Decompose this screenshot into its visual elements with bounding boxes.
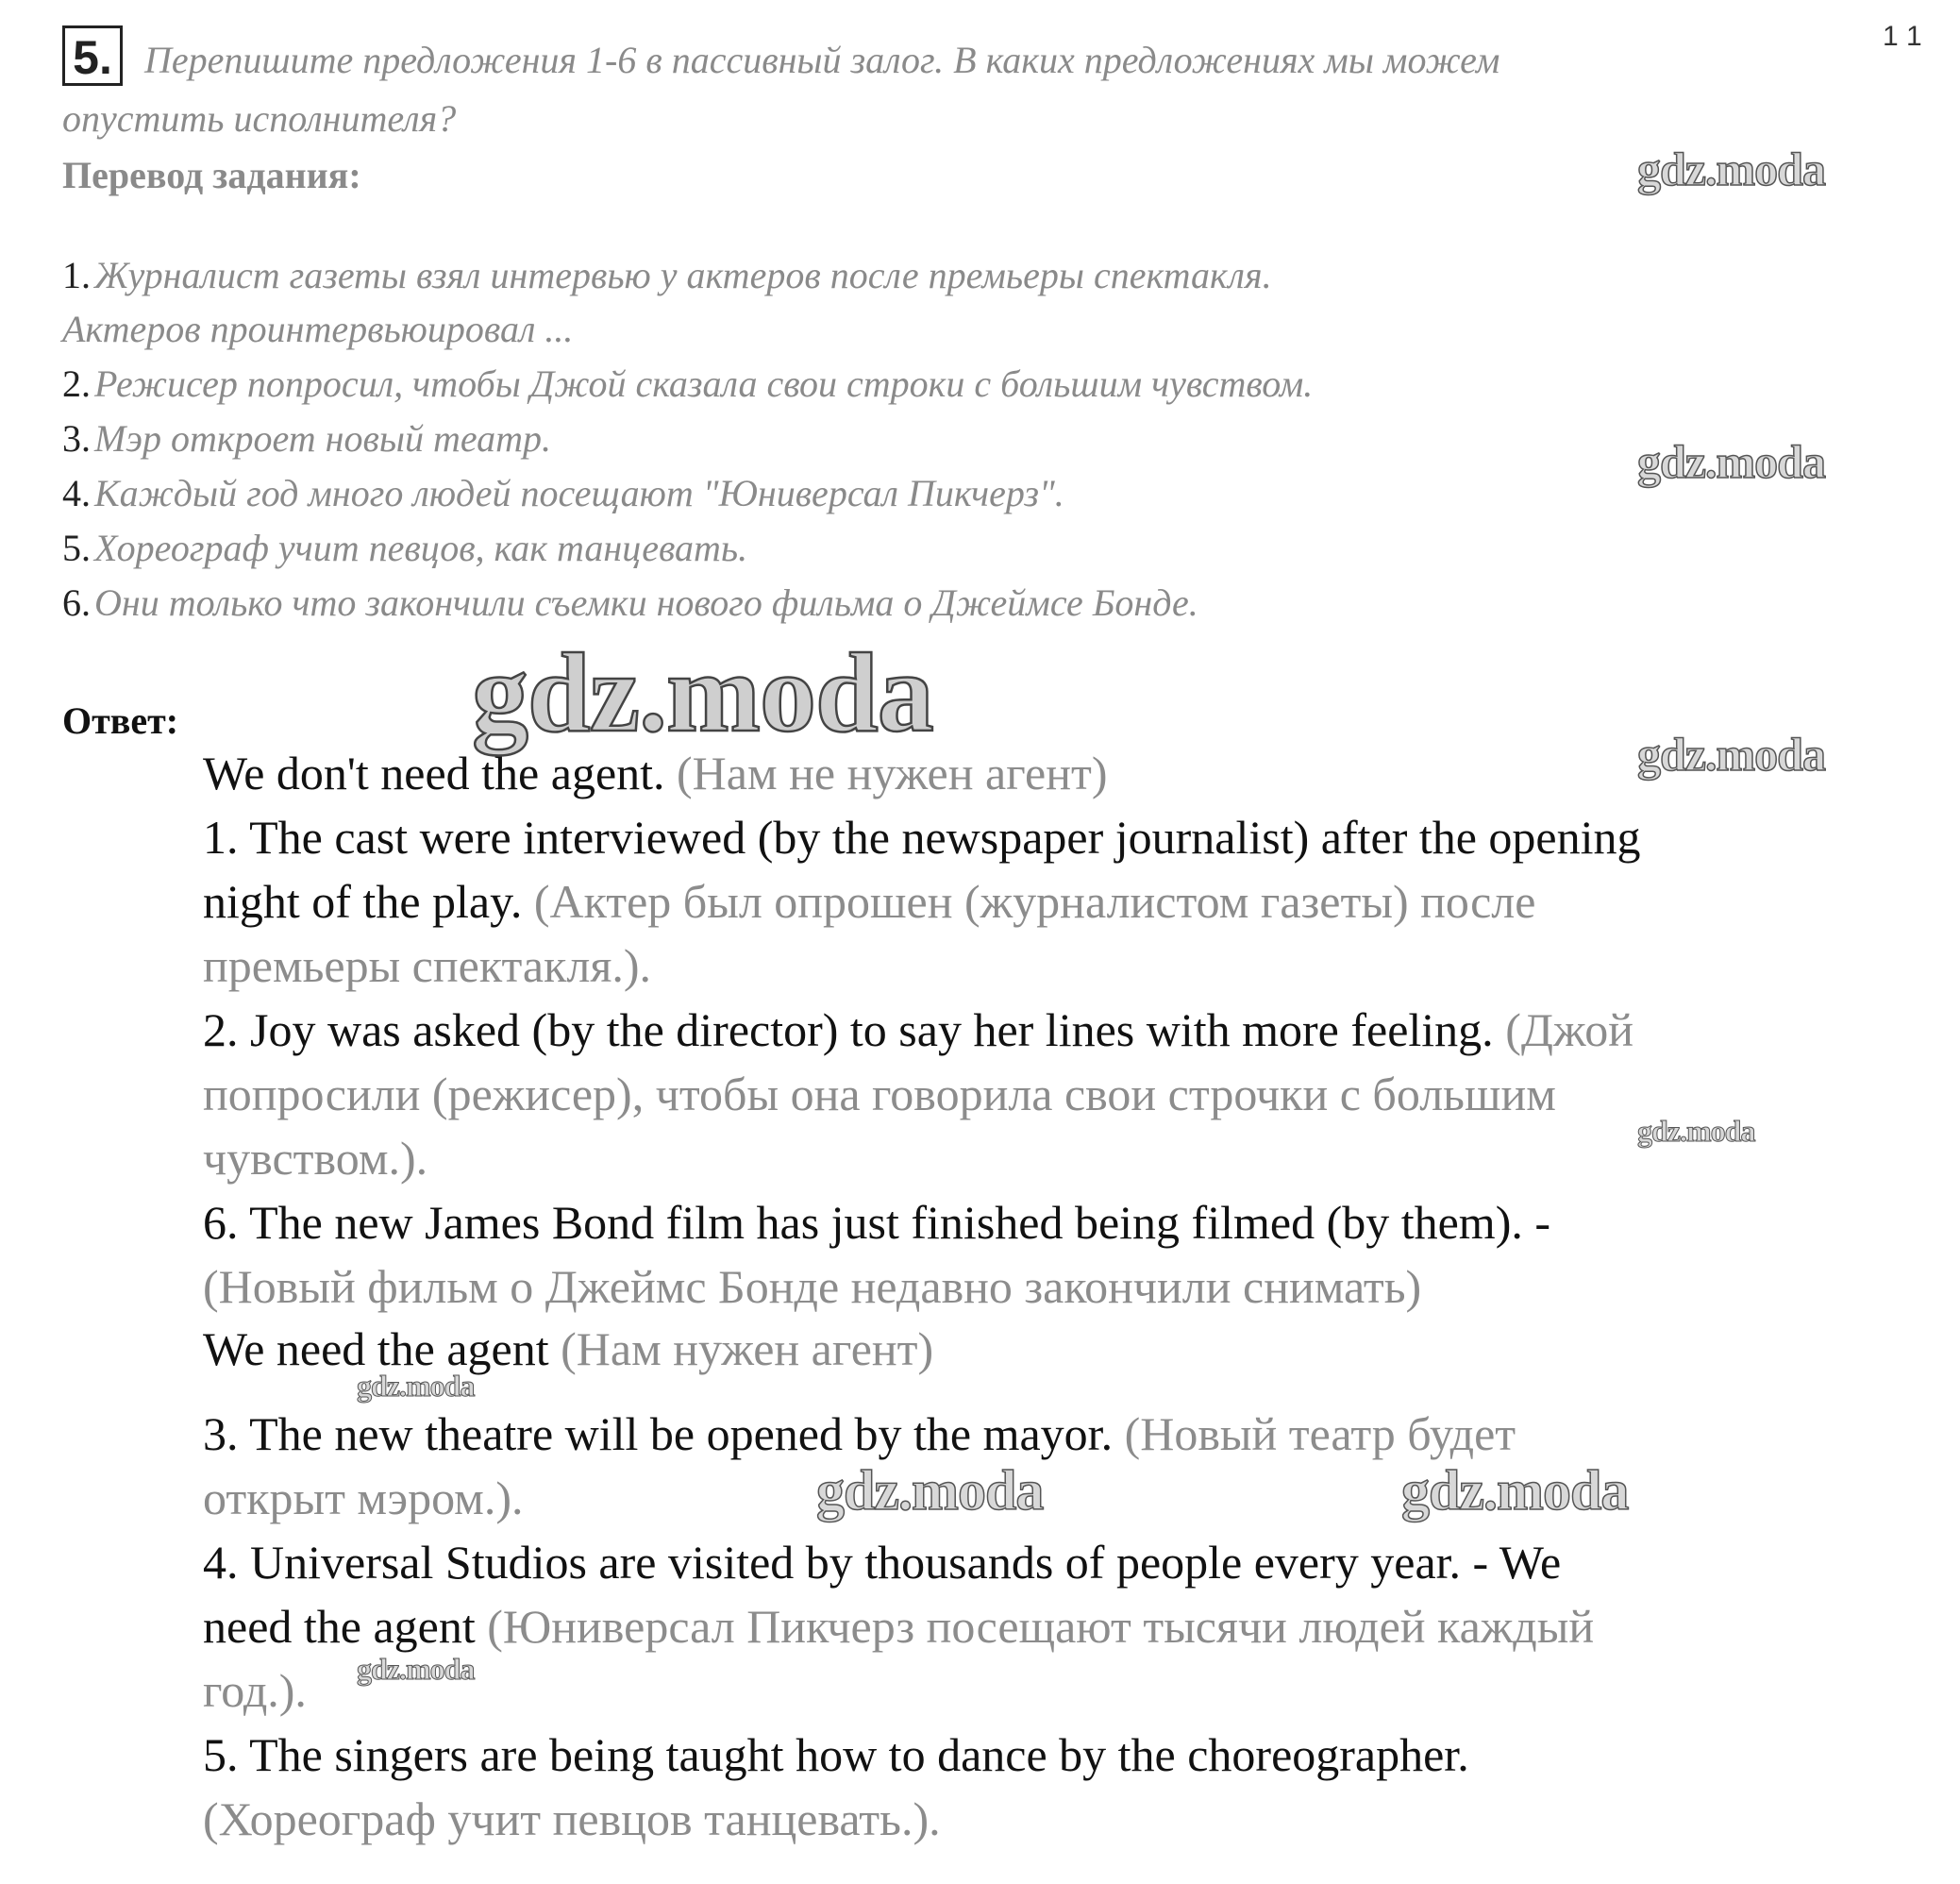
translation-item <box>62 362 1313 406</box>
answer-ru: открыт мэром.). <box>203 1472 524 1524</box>
answer-ru: (Юниверсал Пикчерз посещают тысячи людей каждый <box>487 1600 1595 1653</box>
translation-heading: Перевод задания: <box>62 154 361 196</box>
answer-ru: (Новый фильм о Джеймс Бонде недавно закончили снимать) <box>203 1260 1422 1313</box>
task-number-box: 5. <box>62 25 123 86</box>
answer-line <box>203 1195 1550 1250</box>
answer-ru: (Джой <box>1505 1003 1634 1056</box>
task-instruction-line1: Перепишите предложения 1-6 в пассивный залог. В каких предложениях мы можем <box>144 39 1500 81</box>
answer-en: 2. Joy was asked (by the director) to say her lines with more feeling. <box>203 1003 1494 1056</box>
page-number-fragment: 1 1 <box>1883 21 1922 52</box>
item-number: 1. <box>62 254 91 296</box>
answer-ru: чувством.). <box>203 1132 428 1185</box>
answer-line <box>203 938 651 993</box>
answer-line <box>203 1471 523 1525</box>
answer-en: night of the play. <box>203 875 523 928</box>
watermark-large: gdz.moda <box>472 630 933 755</box>
answer-line <box>203 1131 427 1186</box>
watermark-small: gdz.moda <box>357 1652 475 1686</box>
watermark-small: gdz.moda <box>1637 1114 1755 1148</box>
translation-item <box>62 307 573 351</box>
item-number: 6. <box>62 581 91 624</box>
item-text: Режисер попросил, чтобы Джой сказала свои строки с большим чувством. <box>94 362 1314 405</box>
answer-line <box>203 1663 307 1718</box>
answer-label: Ответ: <box>62 699 179 742</box>
answer-ru: (Хореограф учит певцов танцевать.). <box>203 1792 941 1845</box>
item-text: Журналист газеты взял интервью у актеров после премьеры спектакля. <box>94 254 1272 296</box>
answer-en: 4. Universal Studios are visited by thousands of people every year. - We <box>203 1536 1562 1589</box>
answer-ru: (Новый театр будет <box>1124 1407 1516 1460</box>
item-text: Актеров проинтервьюировал ... <box>62 308 574 350</box>
answer-ru: год.). <box>203 1664 307 1717</box>
watermark: gdz.moda <box>1401 1459 1629 1522</box>
answer-line <box>203 1002 1633 1057</box>
answer-line <box>203 1791 941 1846</box>
answer-line <box>203 810 1641 865</box>
answer-line <box>203 1406 1516 1461</box>
item-number: 2. <box>62 362 91 405</box>
answer-line <box>203 1535 1561 1590</box>
watermark: gdz.moda <box>1637 728 1825 781</box>
answer-en: We need the agent <box>203 1322 549 1375</box>
answer-en: 1. The cast were interviewed (by the newspaper journalist) after the opening <box>203 811 1641 864</box>
translation-item <box>62 416 551 461</box>
translation-item <box>62 471 1064 515</box>
watermark-small: gdz.moda <box>357 1369 475 1403</box>
answer-line <box>203 1599 1594 1654</box>
answer-line <box>203 1321 933 1376</box>
answer-en: 3. The new theatre will be opened by the mayor. <box>203 1407 1114 1460</box>
answer-ru: попросили (режисер), чтобы она говорила свои строчки с большим <box>203 1068 1556 1120</box>
answer-en: need the agent <box>203 1600 476 1653</box>
answer-ru: премьеры спектакля.). <box>203 939 651 992</box>
watermark: gdz.moda <box>1637 143 1825 195</box>
answer-line <box>203 1259 1421 1314</box>
answer-en: We don't need the agent. <box>203 747 665 799</box>
answer-ru: (Нам нужен агент) <box>561 1322 934 1375</box>
item-number: 5. <box>62 527 91 569</box>
item-text: Они только что закончили съемки нового фильма о Джеймсе Бонде. <box>94 581 1198 624</box>
answer-ru: (Нам не нужен агент) <box>677 747 1108 799</box>
item-text: Хореограф учит певцов, как танцевать. <box>94 527 748 569</box>
watermark: gdz.moda <box>1637 435 1825 488</box>
answer-line <box>203 874 1535 929</box>
answer-en: 6. The new James Bond film has just finished being filmed (by them). - <box>203 1196 1551 1249</box>
watermark: gdz.moda <box>816 1459 1044 1522</box>
translation-item <box>62 580 1198 625</box>
item-number: 4. <box>62 472 91 514</box>
answer-en: 5. The singers are being taught how to dance by the choreographer. <box>203 1728 1469 1781</box>
item-number: 3. <box>62 417 91 460</box>
item-text: Мэр откроет новый театр. <box>94 417 551 460</box>
task-instruction-line2: опустить исполнителя? <box>62 97 457 140</box>
answer-line <box>203 1727 1469 1782</box>
translation-item <box>62 526 747 570</box>
translation-item <box>62 253 1272 297</box>
item-text: Каждый год много людей посещают "Юниверсал Пикчерз". <box>94 472 1064 514</box>
answer-line <box>203 1067 1556 1121</box>
answer-ru: (Актер был опрошен (журналистом газеты) после <box>533 875 1536 928</box>
